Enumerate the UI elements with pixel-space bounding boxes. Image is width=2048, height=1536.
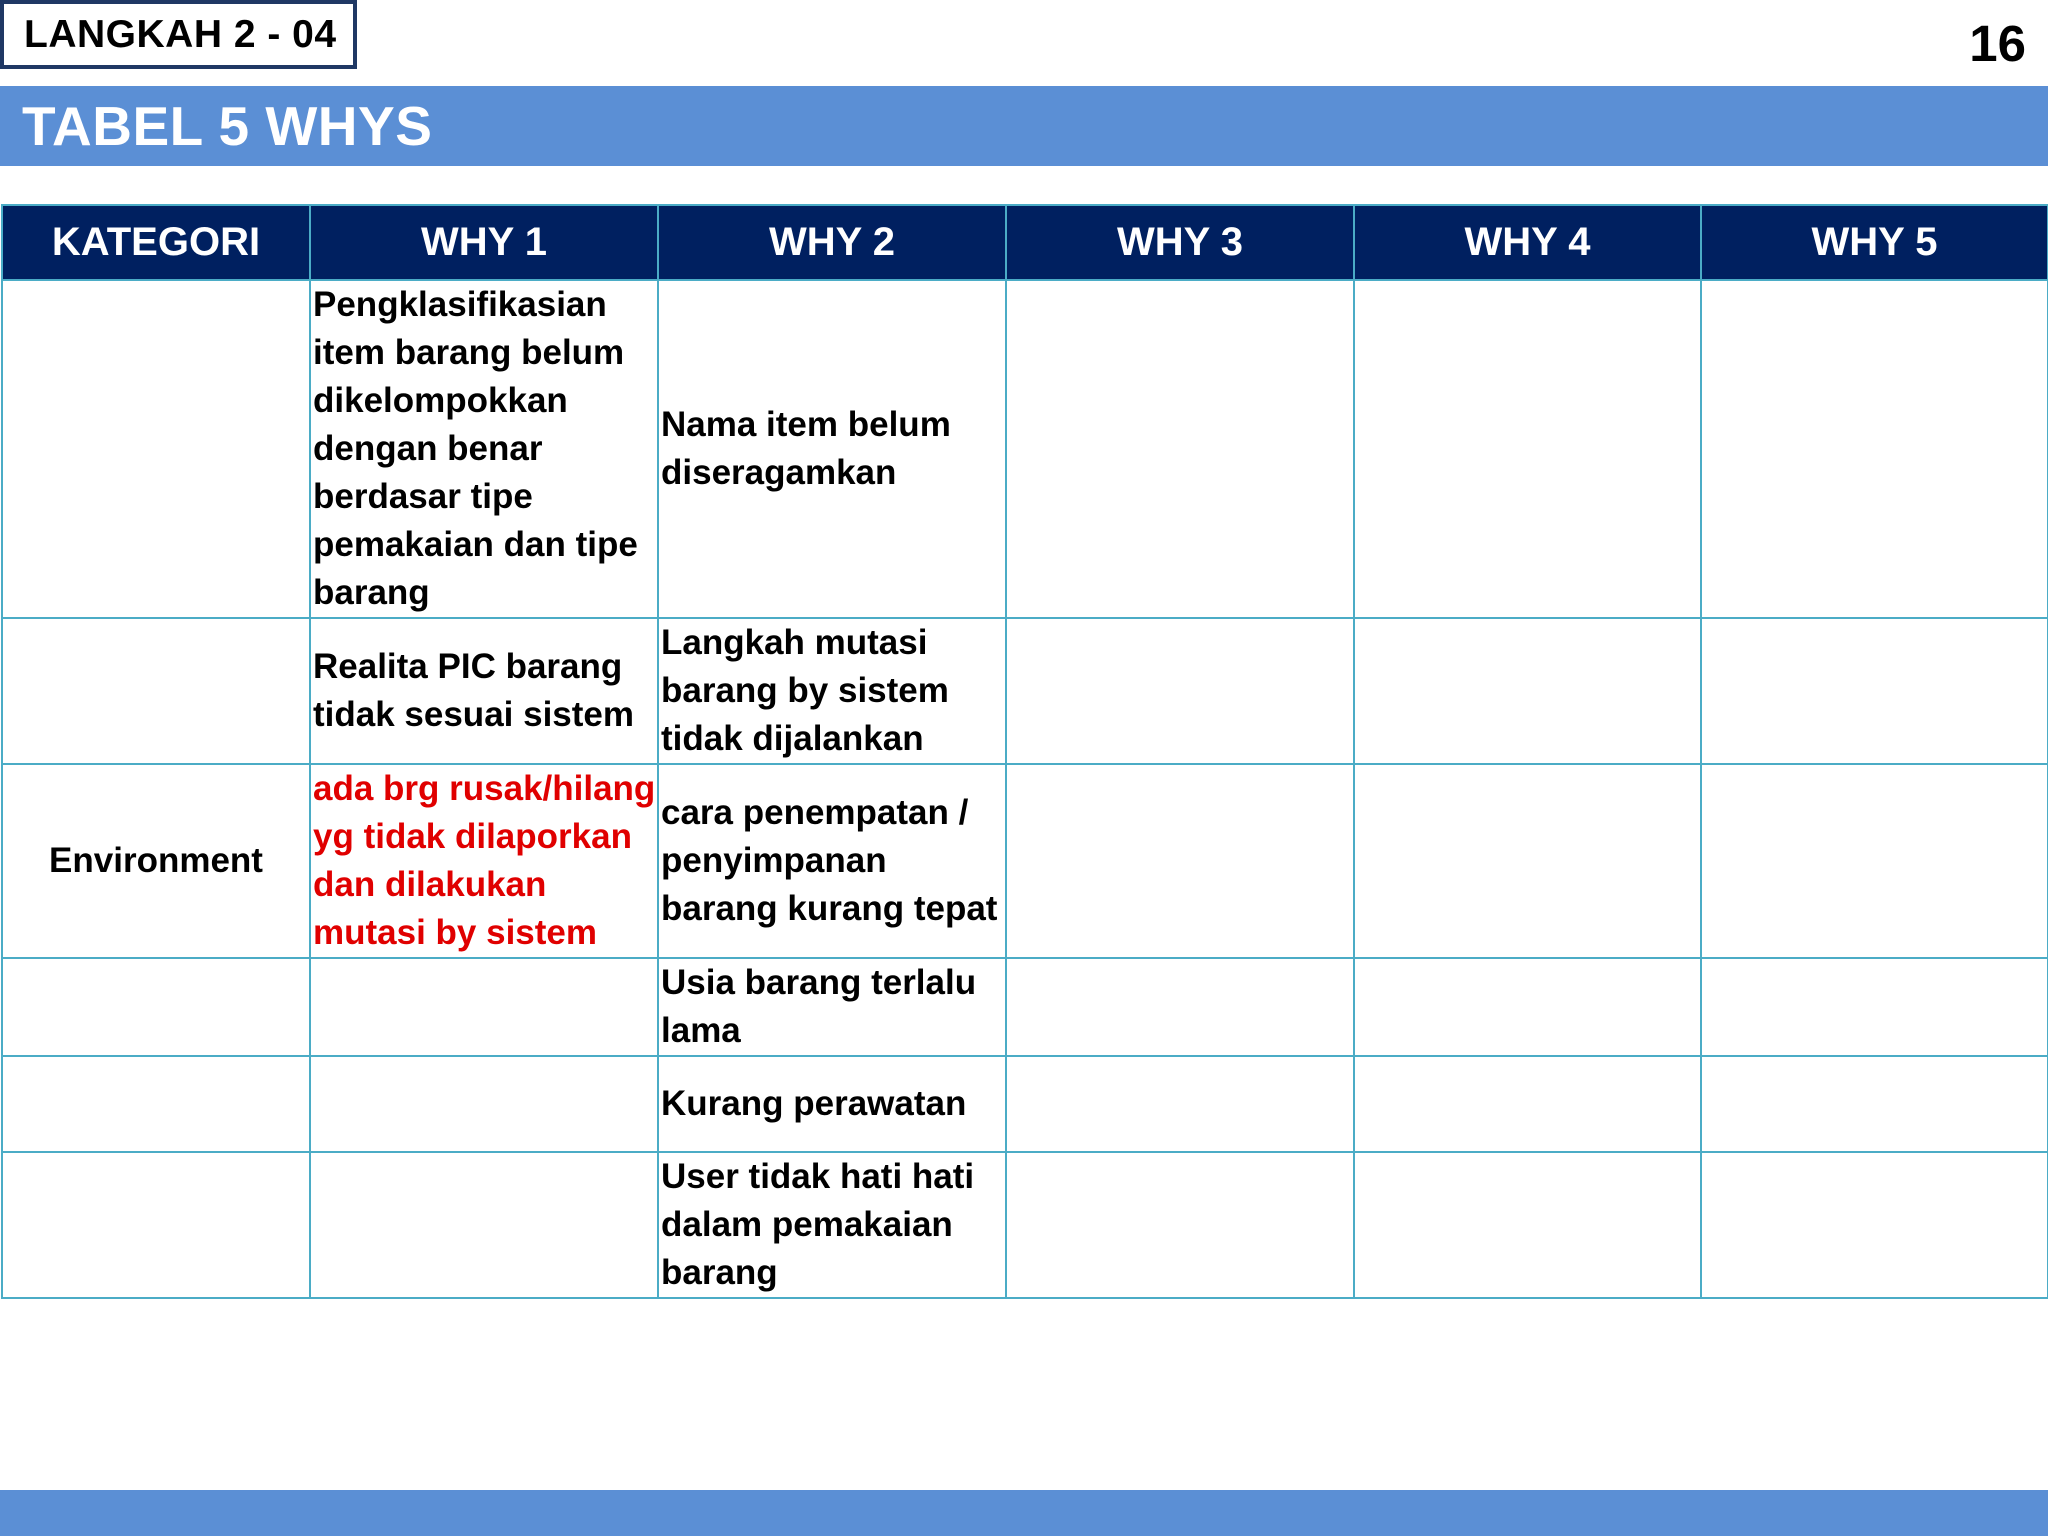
cell-why-4 xyxy=(1354,1056,1701,1152)
table-row xyxy=(2,764,2048,958)
title-bar xyxy=(0,86,2048,166)
cell-why-4 xyxy=(1354,764,1701,958)
cell-kategori xyxy=(2,280,310,618)
cell-why-3 xyxy=(1006,1152,1354,1298)
table-row xyxy=(2,618,2048,764)
cell-why-2: User tidak hati hati dalam pemakaian barang xyxy=(658,1152,1006,1298)
cell-why-3 xyxy=(1006,618,1354,764)
cell-kategori: Environment xyxy=(2,764,310,958)
cell-why-5 xyxy=(1701,280,2048,618)
cell-why-1 xyxy=(310,1056,658,1152)
cell-why-1-highlight: ada brg rusak/hilang yg tidak dilaporkan dan dilakukan mutasi by sistem xyxy=(310,764,658,958)
cell-why-3 xyxy=(1006,1056,1354,1152)
column-header-kategori: KATEGORI xyxy=(2,205,310,280)
table-row xyxy=(2,1152,2048,1298)
cell-why-5 xyxy=(1701,958,2048,1056)
cell-why-2: Usia barang terlalu lama xyxy=(658,958,1006,1056)
cell-why-1 xyxy=(310,958,658,1056)
column-header-why-5: WHY 5 xyxy=(1701,205,2048,280)
cell-why-5 xyxy=(1701,1056,2048,1152)
table-row xyxy=(2,958,2048,1056)
cell-why-4 xyxy=(1354,958,1701,1056)
footer-bar xyxy=(0,1490,2048,1536)
cell-why-2: Nama item belum diseragamkan xyxy=(658,280,1006,618)
cell-why-4 xyxy=(1354,1152,1701,1298)
cell-kategori xyxy=(2,1056,310,1152)
page-number: 16 xyxy=(1969,15,2026,72)
cell-why-2: cara penempatan / penyimpanan barang kurang tepat xyxy=(658,764,1006,958)
cell-why-5 xyxy=(1701,1152,2048,1298)
cell-why-4 xyxy=(1354,618,1701,764)
cell-why-5 xyxy=(1701,618,2048,764)
cell-why-1 xyxy=(310,1152,658,1298)
five-whys-table xyxy=(1,204,2048,1299)
cell-why-4 xyxy=(1354,280,1701,618)
page-title: TABEL 5 WHYS xyxy=(22,95,433,157)
cell-why-5 xyxy=(1701,764,2048,958)
cell-why-2: Langkah mutasi barang by sistem tidak dijalankan xyxy=(658,618,1006,764)
cell-kategori xyxy=(2,958,310,1056)
cell-why-3 xyxy=(1006,280,1354,618)
column-header-why-3: WHY 3 xyxy=(1006,205,1354,280)
table-row xyxy=(2,280,2048,618)
column-header-why-4: WHY 4 xyxy=(1354,205,1701,280)
cell-why-1: Realita PIC barang tidak sesuai sistem xyxy=(310,618,658,764)
cell-why-1: Pengklasifikasian item barang belum dikelompokkan dengan benar berdasar tipe pemakaian dan tipe barang xyxy=(310,280,658,618)
column-header-why-1: WHY 1 xyxy=(310,205,658,280)
table-row xyxy=(2,1056,2048,1152)
cell-why-2: Kurang perawatan xyxy=(658,1056,1006,1152)
step-label-text: LANGKAH 2 - 04 xyxy=(24,12,337,56)
cell-why-3 xyxy=(1006,958,1354,1056)
column-header-why-2: WHY 2 xyxy=(658,205,1006,280)
step-label xyxy=(0,0,357,69)
table-header-row xyxy=(2,205,2048,280)
cell-kategori xyxy=(2,618,310,764)
cell-why-3 xyxy=(1006,764,1354,958)
cell-kategori xyxy=(2,1152,310,1298)
